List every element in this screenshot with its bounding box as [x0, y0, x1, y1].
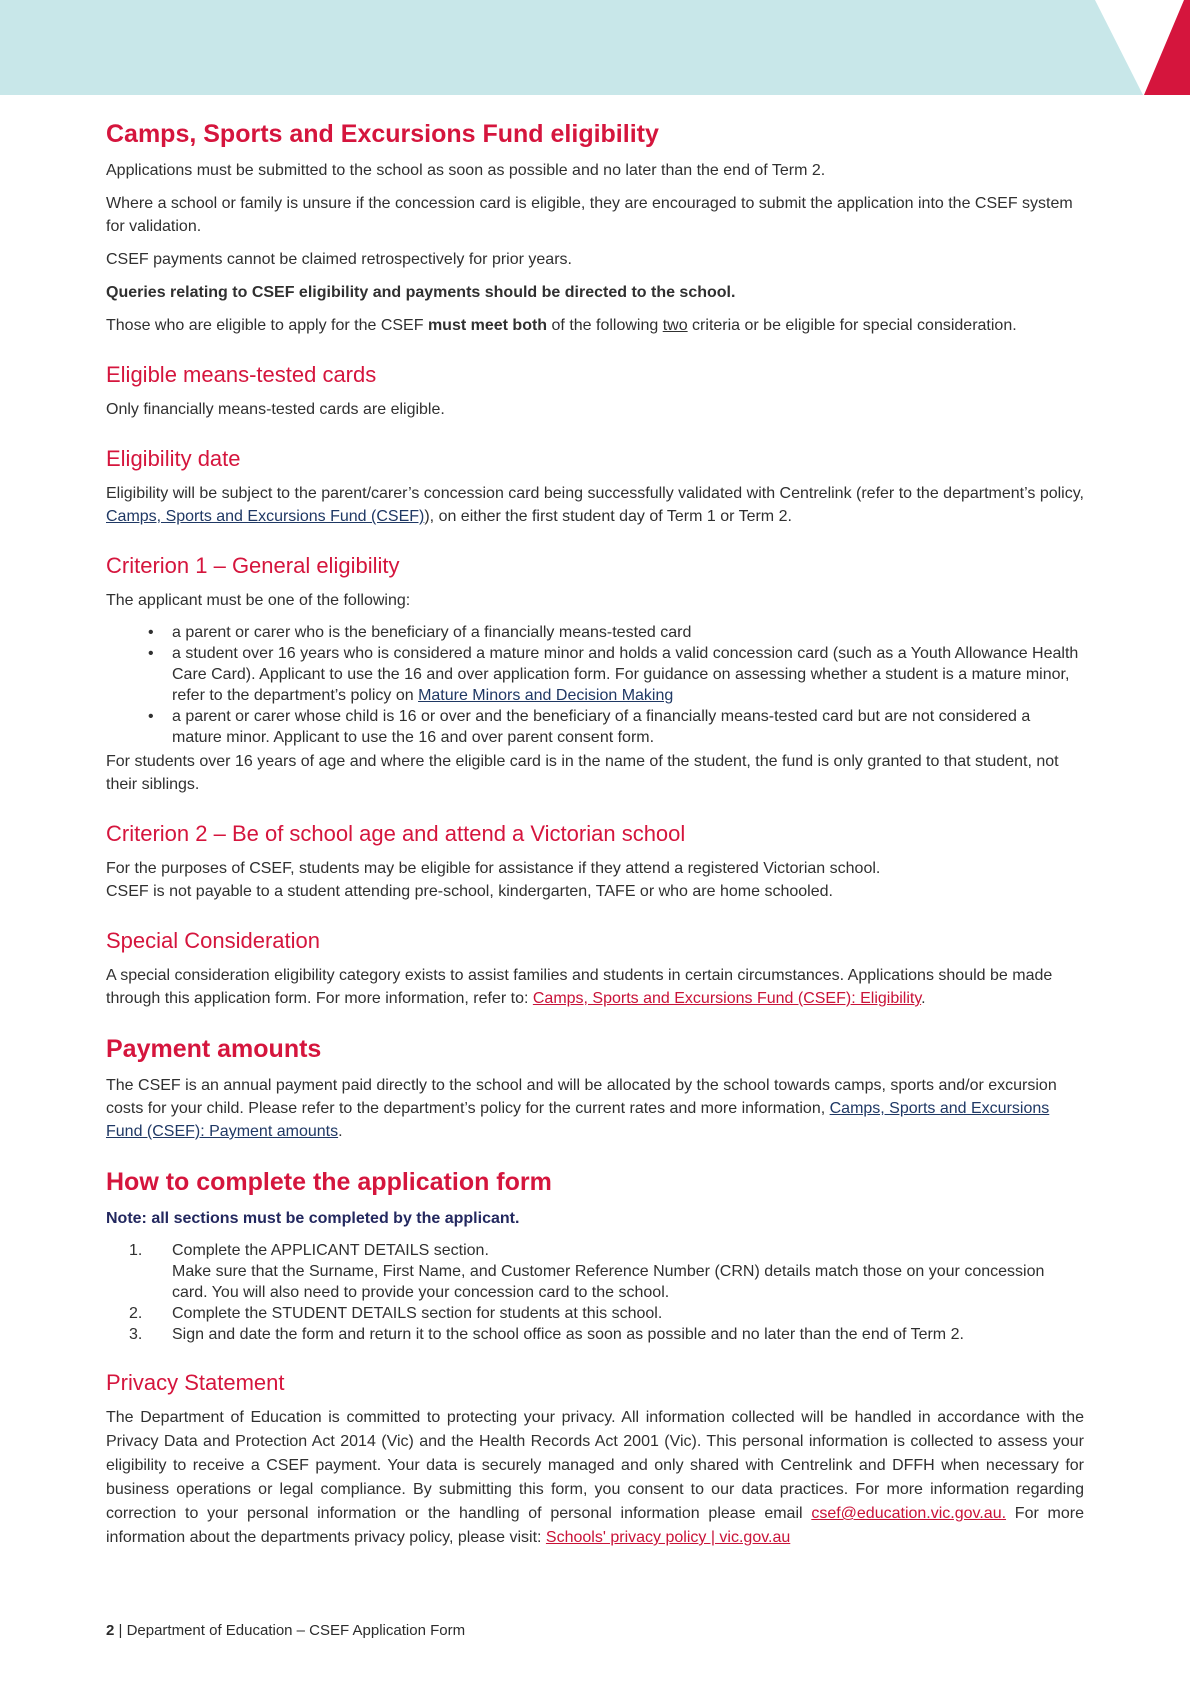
section-title-criterion1: Criterion 1 – General eligibility — [106, 553, 400, 578]
text-run-bold: must meet both — [427, 317, 548, 334]
list-item-step2 — [106, 1303, 1084, 1324]
section-title-how-to-complete: How to complete the application form — [106, 1168, 552, 1196]
link-csef-eligibility[interactable]: Camps, Sports and Excursions Fund (CSEF): Eligibility — [532, 990, 922, 1007]
text-run: criteria or be eligible for special consideration. — [687, 317, 1017, 334]
paragraph-payment-amounts — [106, 1074, 1084, 1143]
link-csef-email[interactable]: csef@education.vic.gov.au. — [811, 1505, 1007, 1522]
text-run: The Department of Education is committed to protecting your privacy. All information collected will be handled in accordance with the Privacy Data and Protection Act 2014 (Vic) and the Health Records Act 2001 (Vic). This personal information is collected to assess your eligibility to receive a CSEF payment. Your data is securely managed and only shared with Centrelink and DFFH when necessary for business operations or legal compliance. By submitting this form, you consent to our data practices. For more information regarding correction to your personal information or the handling of personal information please email — [106, 1409, 1084, 1522]
text-run: CSEF is not payable to a student attending pre-school, kindergarten, TAFE or who are home schooled. — [106, 883, 833, 900]
text-run: A special consideration eligibility category exists to assist families and students in certain circumstances. Applications should be made through this application form. For more information, refer to: — [106, 967, 1053, 1007]
section-title-means-tested-cards: Eligible means-tested cards — [106, 362, 377, 387]
text-run: Eligibility will be subject to the parent/carer’s concession card being successfully validated with Centrelink (refer to the department’s policy, — [106, 485, 1084, 502]
text-run: Complete the STUDENT DETAILS section for students at this school. — [172, 1305, 663, 1322]
banner-red-accent-triangle — [1144, 0, 1190, 95]
list-item-step3 — [106, 1324, 1084, 1345]
list-item: • a parent or carer whose child is 16 or over and the beneficiary of a financially means-tested card but are not considered a mature minor. Applicant to use the 16 and over parent consent form. — [106, 706, 1084, 748]
text-run: a student over 16 years who is considered a mature minor and holds a valid concession card (such as a Youth Allowance Health Care Card). Applicant to use the 16 and over application form. For guidance on assessing whether a student is a mature minor, refer to the department’s policy on — [172, 645, 1079, 704]
paragraph-queries: Queries relating to CSEF eligibility and payments should be directed to the school. — [106, 284, 736, 301]
paragraph-special-consideration — [106, 964, 1084, 1010]
paragraph-means-tested: Only financially means-tested cards are eligible. — [106, 401, 445, 418]
text-run: The CSEF is an annual payment paid directly to the school and will be allocated by the school towards camps, sports and/or excursion costs for your child. Please refer to the department’s policy for the current rates and more information, — [106, 1077, 1057, 1117]
text-run: Make sure that the Surname, First Name, and Customer Reference Number (CRN) details match those on your concession card. You will also need to provide your concession card to the school. — [172, 1263, 1045, 1301]
section-title-csef-eligibility: Camps, Sports and Excursions Fund eligibility — [106, 120, 659, 148]
step-number: 1. — [129, 1242, 143, 1259]
banner-graphic — [0, 0, 1190, 95]
text-run: Those who are eligible to apply for the CSEF — [106, 317, 428, 334]
link-csef-policy[interactable]: Camps, Sports and Excursions Fund (CSEF) — [106, 508, 425, 525]
text-run-underline: two — [662, 317, 688, 334]
text-run: For the purposes of CSEF, students may be eligible for assistance if they attend a registered Victorian school. — [106, 860, 881, 877]
list-item-step1 — [106, 1240, 1084, 1303]
text-run: . — [921, 990, 926, 1007]
list-item: • a parent or carer who is the beneficiary of a financially means-tested card — [106, 622, 1084, 643]
text-run: ), on either the first student day of Term 1 or Term 2. — [424, 508, 792, 525]
page-content — [0, 95, 1190, 1560]
paragraph-applications-deadline: Applications must be submitted to the school as soon as possible and no later than the end of Term 2. — [106, 162, 826, 179]
text-run: Complete the APPLICANT DETAILS section. — [172, 1242, 489, 1259]
paragraph-criterion1-intro: The applicant must be one of the following: — [106, 592, 411, 609]
text-run: . — [338, 1123, 343, 1140]
paragraph-retrospective: CSEF payments cannot be claimed retrospectively for prior years. — [106, 251, 572, 268]
step-number: 3. — [129, 1326, 143, 1343]
section-title-eligibility-date: Eligibility date — [106, 446, 241, 471]
paragraph-eligibility-date — [106, 482, 1084, 528]
section-title-payment-amounts: Payment amounts — [106, 1035, 322, 1063]
header-banner — [0, 0, 1190, 95]
paragraph-note: Note: all sections must be completed by the applicant. — [106, 1210, 520, 1227]
text-run: For more information about the departments privacy policy, please visit: — [106, 1505, 1084, 1546]
footer-text: | Department of Education – CSEF Application Form — [114, 1622, 466, 1639]
section-title-privacy-statement: Privacy Statement — [106, 1370, 285, 1395]
criterion1-bullet-list — [106, 622, 1084, 748]
footer-page-number: 2 — [106, 1622, 115, 1639]
link-schools-privacy-policy[interactable]: Schools' privacy policy | vic.gov.au — [545, 1529, 791, 1546]
paragraph-criterion1-outro: For students over 16 years of age and where the eligible card is in the name of the student, the fund is only granted to that student, not their siblings. — [106, 753, 1059, 793]
paragraph-criterion2 — [106, 857, 1084, 903]
step-number: 2. — [129, 1305, 143, 1322]
text-run: Sign and date the form and return it to the school office as soon as possible and no later than the end of Term 2. — [172, 1326, 964, 1343]
link-csef-payment-amounts[interactable]: Camps, Sports and Excursions Fund (CSEF): Payment amounts — [106, 1100, 1050, 1140]
page-footer — [0, 1619, 1190, 1684]
paragraph-privacy-statement — [106, 1406, 1084, 1550]
paragraph-criteria — [106, 314, 1084, 337]
section-title-criterion2: Criterion 2 – Be of school age and attend a Victorian school — [106, 821, 686, 846]
section-title-special-consideration: Special Consideration — [106, 928, 321, 953]
text-run: of the following — [547, 317, 663, 334]
paragraph-unsure-card: Where a school or family is unsure if the concession card is eligible, they are encouraged to submit the application into the CSEF system for validation. — [106, 195, 1073, 235]
banner-teal-shape — [0, 0, 1143, 95]
list-item — [106, 643, 1084, 706]
how-to-steps-list — [106, 1240, 1084, 1345]
link-mature-minors-policy[interactable]: Mature Minors and Decision Making — [418, 687, 674, 704]
